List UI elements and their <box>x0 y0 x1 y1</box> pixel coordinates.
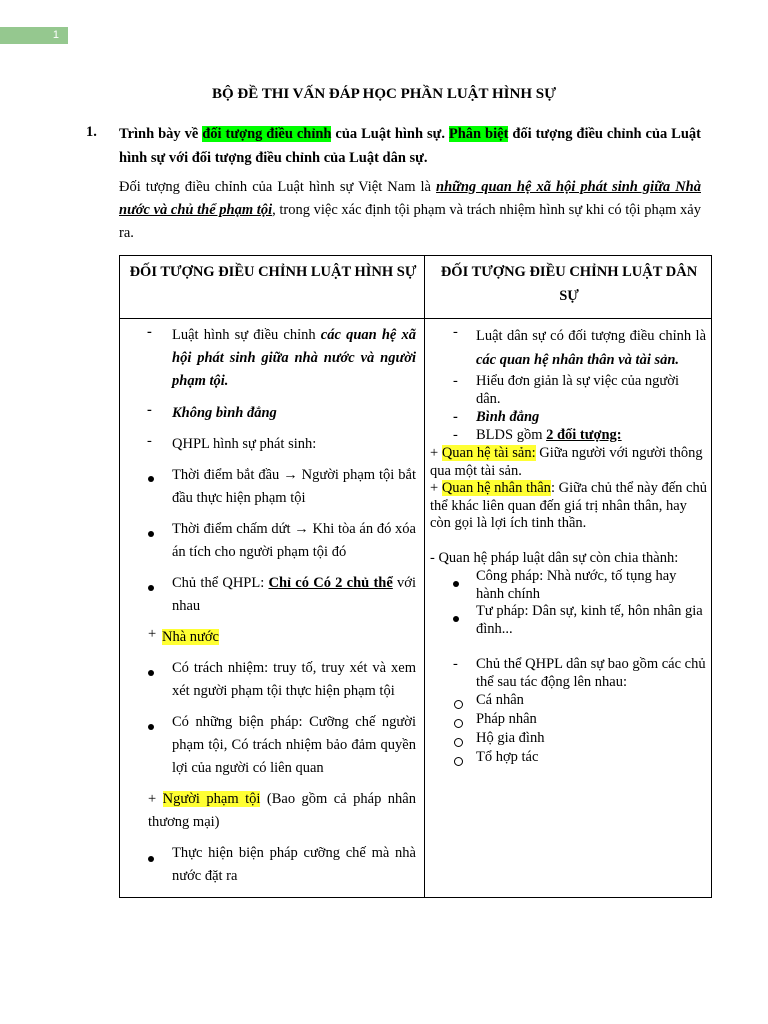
bullet-icon <box>453 575 459 592</box>
plus-marker: + <box>430 445 442 461</box>
circle-bullet-icon <box>454 716 463 733</box>
plus-marker: + <box>148 791 157 807</box>
document-title: BỘ ĐỀ THI VẤN ĐÁP HỌC PHẦN LUẬT HÌNH SỰ <box>211 86 557 102</box>
item-text: (Bao gồm cả pháp nhân thương mại) <box>148 791 416 830</box>
dash-marker: - <box>147 324 152 340</box>
dash-marker: - <box>147 402 152 418</box>
list-item: Có những biện pháp: Cưỡng chế người phạm tội, Có trách nhiệm bảo đảm quyền lợi của người có liên quan <box>172 714 416 776</box>
list-item <box>476 427 706 445</box>
item-emphasis: các quan hệ nhân thân và tài sản. <box>476 352 680 368</box>
list-item: Thời điểm chấm dứt → Khi tòa án đó xóa án tích cho người phạm tội đó <box>172 521 416 560</box>
highlight-yellow: Người phạm tội <box>162 791 261 807</box>
highlight-yellow: Quan hệ nhân thân <box>441 480 551 496</box>
list-item <box>172 572 416 618</box>
page-number-badge <box>0 27 68 44</box>
header-right: ĐỐI TƯỢNG ĐIỀU CHỈNH LUẬT DÂN SỰ <box>440 264 698 304</box>
highlight-yellow: Nhà nước <box>162 629 219 645</box>
intro-part: , trong việc xác định tội phạm và trách nhiệm hình sự khi có tội phạm xảy ra. <box>119 202 701 241</box>
list-item: Công pháp: Nhà nước, tố tụng hay hành chính <box>476 568 677 602</box>
item-text: : Giữa chủ thể này đến chủ thể khác liên quan đến giá trị nhân thân, hay còn gọi là lợi ích tinh thần. <box>430 480 707 531</box>
item-text: Luật dân sự có đối tượng điều chỉnh là <box>476 328 706 344</box>
bullet-icon <box>148 525 154 542</box>
list-item: Pháp nhân <box>476 711 537 727</box>
list-item: Bình đẳng <box>476 409 540 425</box>
circle-bullet-icon <box>454 697 463 714</box>
item-emphasis: 2 đối tượng: <box>546 427 622 443</box>
circle-bullet-icon <box>454 754 463 771</box>
item-emphasis: các quan hệ xã hội phát sinh giữa nhà nước và người phạm tội. <box>172 327 417 389</box>
question-part: Trình bày về <box>119 126 203 142</box>
item-text: Giữa người với người thông qua một tài sản. <box>430 445 703 479</box>
question-part: của Luật hình sự. <box>331 126 449 142</box>
highlight-green: đối tượng điều chỉnh <box>202 126 332 142</box>
bullet-icon <box>148 579 154 596</box>
page-number: 1 <box>52 29 59 41</box>
bullet-icon <box>148 470 154 487</box>
bullet-icon <box>453 610 459 627</box>
item-text: BLDS gồm <box>476 427 547 443</box>
comparison-table <box>119 255 712 898</box>
list-item: Có trách nhiệm: truy tố, truy xét và xem xét người phạm tội thực hiện phạm tội <box>172 660 416 699</box>
item-text: với nhau <box>172 575 416 614</box>
list-item <box>148 788 416 834</box>
list-item: Tổ hợp tác <box>476 749 539 765</box>
question-text <box>119 122 701 170</box>
dash-marker: - <box>453 373 458 389</box>
dash-marker: - <box>453 324 458 340</box>
column-divider <box>424 256 425 897</box>
bullet-icon <box>148 664 154 681</box>
list-item: QHPL hình sự phát sinh: <box>172 436 317 452</box>
circle-bullet-icon <box>454 735 463 752</box>
question-number: 1. <box>86 124 97 140</box>
dash-marker: - <box>453 409 458 425</box>
plus-marker: + <box>430 480 442 496</box>
list-item <box>162 626 412 649</box>
list-item: Chủ thể QHPL dân sự bao gồm các chủ thể sau tác động lên nhau: <box>476 656 706 690</box>
intro-paragraph <box>119 176 701 245</box>
list-item: Hiểu đơn giản là sự việc của người dân. <box>476 373 679 407</box>
plus-marker: + <box>148 626 157 642</box>
bullet-icon <box>148 850 154 867</box>
bullet-icon <box>148 718 154 735</box>
item-text: Chủ thể QHPL: <box>172 575 269 591</box>
list-item <box>476 324 706 372</box>
item-text: Luật hình sự điều chỉnh <box>172 327 321 343</box>
dash-marker: - <box>147 433 152 449</box>
intro-emphasis: những quan hệ xã hội phát sinh giữa Nhà nước và chủ thể phạm tội <box>119 179 701 218</box>
dash-marker: - <box>453 656 458 672</box>
list-item: Thời điểm bắt đầu → Người phạm tội bắt đầu thực hiện phạm tội <box>172 467 416 506</box>
highlight-yellow: Quan hệ tài sản: <box>441 445 536 461</box>
list-item: Tư pháp: Dân sự, kinh tế, hôn nhân gia đình... <box>476 603 703 637</box>
list-item: Thực hiện biện pháp cưỡng chế mà nhà nước đặt ra <box>172 845 416 884</box>
highlight-green: Phân biệt <box>448 126 509 142</box>
dash-marker: - <box>453 427 458 443</box>
header-divider <box>120 318 711 319</box>
intro-part: Đối tượng điều chỉnh của Luật hình sự Việt Nam là <box>119 179 437 195</box>
question-part: đối tượng điều chỉnh của Luật hình sự với đối tượng điều chỉnh của Luật dân sự. <box>119 126 701 166</box>
list-item: Không bình đẳng <box>172 405 277 421</box>
list-item: Hộ gia đình <box>476 730 545 746</box>
list-item <box>430 480 708 533</box>
list-item <box>430 445 708 480</box>
list-item: - Quan hệ pháp luật dân sự còn chia thành: <box>430 550 679 566</box>
header-left: ĐỐI TƯỢNG ĐIỀU CHỈNH LUẬT HÌNH SỰ <box>129 264 417 280</box>
list-item: Cá nhân <box>476 692 524 708</box>
list-item <box>172 324 416 393</box>
item-emphasis: Chỉ có Có 2 chủ thể <box>268 575 393 591</box>
